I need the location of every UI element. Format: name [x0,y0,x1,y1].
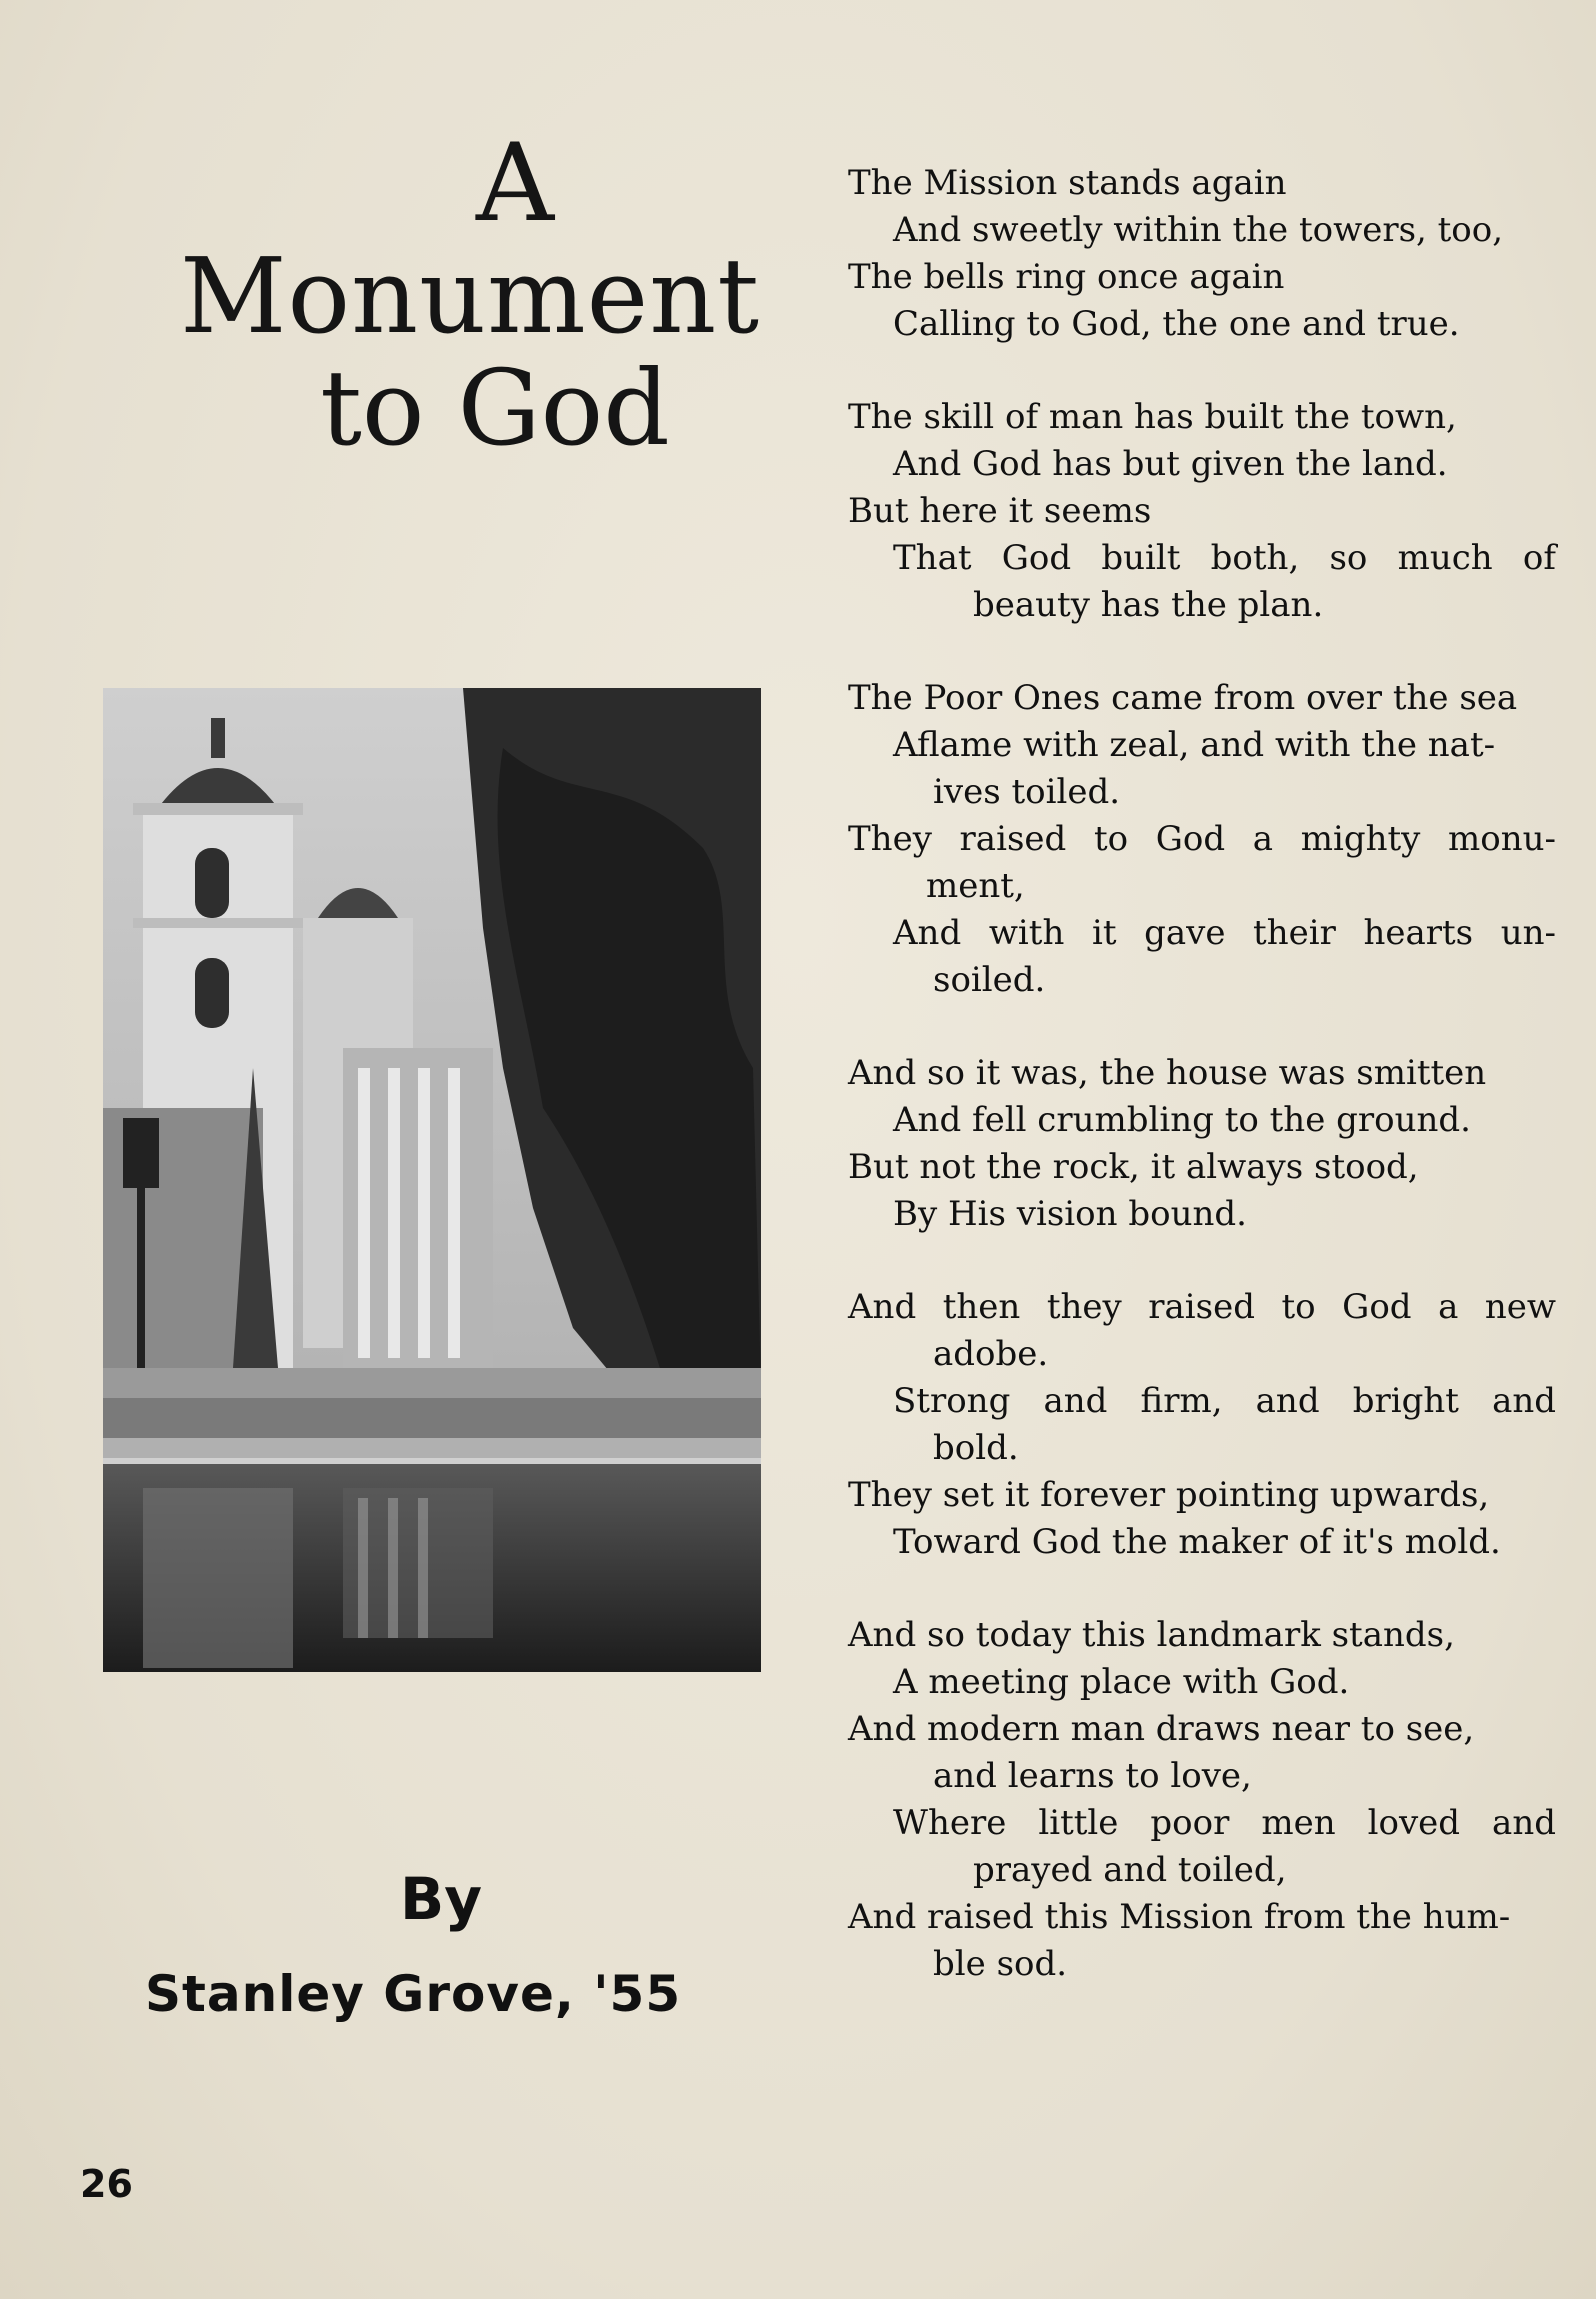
poem-line: ment, [926,866,1025,906]
byline-by: By [400,1865,483,1933]
title-line-2: Monument [180,235,760,357]
poem-line: And with it gave their hearts un- [893,913,1556,953]
poem-line: They set it forever pointing upwards, [848,1475,1490,1515]
poem-line: The Poor Ones came from over the sea [848,678,1518,718]
poem-stanza [848,1284,1556,1566]
poem-line: By His vision bound. [893,1194,1247,1234]
poem-line: And so it was, the house was smitten [848,1053,1487,1093]
poem-line: adobe. [933,1334,1049,1374]
page-number: 26 [80,2162,133,2206]
byline-author: Stanley Grove, '55 [145,1965,682,2023]
poem-line: The Mission stands again [848,163,1287,203]
poem-line: Strong and firm, and bright and [893,1381,1556,1421]
poem-line: Toward God the maker of it's mold. [893,1522,1501,1562]
poem-line: soiled. [933,960,1046,1000]
poem-line: Aflame with zeal, and with the nat- [893,725,1496,765]
poem-line: And fell crumbling to the ground. [893,1100,1471,1140]
poem-line: beauty has the plan. [973,585,1324,625]
title-line-3: to God [320,347,670,469]
poem-line: That God built both, so much of [893,538,1556,578]
poem-line: bold. [933,1428,1019,1468]
poem [848,160,1556,2034]
poem-stanza [848,1612,1556,1988]
page-title [150,121,760,469]
mission-photo-image [103,688,761,1672]
poem-line: ives toiled. [933,772,1121,812]
poem-line: The skill of man has built the town, [848,397,1457,437]
title-line-1: A [476,121,554,246]
poem-line: But here it seems [848,491,1152,531]
poem-line: prayed and toiled, [973,1850,1287,1890]
poem-line: But not the rock, it always stood, [848,1147,1419,1187]
poem-line: ble sod. [933,1944,1068,1984]
poem-line: They raised to God a mighty monu- [848,819,1556,859]
poem-line: A meeting place with God. [893,1662,1350,1702]
poem-line: And modern man draws near to see, [848,1709,1475,1749]
poem-line: And sweetly within the towers, too, [893,210,1504,250]
poem-line: And then they raised to God a new [848,1287,1556,1327]
poem-stanza [848,160,1556,348]
poem-line: And raised this Mission from the hum- [848,1897,1511,1937]
poem-line: and learns to love, [933,1756,1252,1796]
mission-photograph [103,688,761,1672]
poem-line: And so today this landmark stands, [848,1615,1455,1655]
poem-line: Calling to God, the one and true. [893,304,1460,344]
poem-stanza [848,1050,1556,1238]
poem-stanza [848,394,1556,629]
poem-line: Where little poor men loved and [893,1803,1556,1843]
poem-line: The bells ring once again [848,257,1285,297]
poem-stanza [848,675,1556,1004]
poem-line: And God has but given the land. [893,444,1448,484]
